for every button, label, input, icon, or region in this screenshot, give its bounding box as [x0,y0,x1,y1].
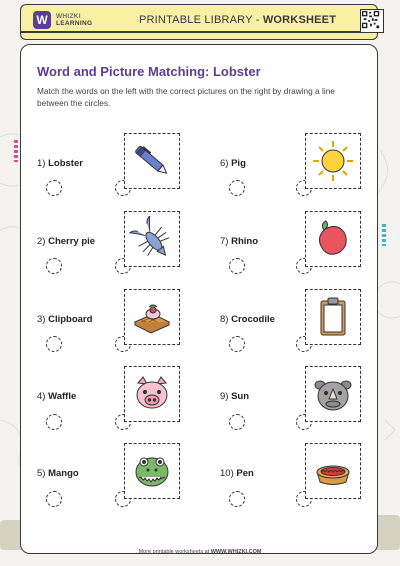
crocodile-icon [129,448,175,494]
qr-code-icon [360,9,384,33]
picture-box [124,211,180,267]
picture-box [124,443,180,499]
footer-site-link[interactable]: WWW.WHIZKI.COM [210,549,262,555]
rhino-icon [310,371,356,417]
right-stripe [382,224,386,246]
word-label: 10) Pen [220,468,254,479]
picture-box [305,289,361,345]
logo-text: WHIZKI LEARNING [56,13,93,27]
word-match-circle[interactable] [46,414,62,430]
word-match-circle[interactable] [46,258,62,274]
cherry-pie-icon [310,448,356,494]
logo-mark: W [33,11,51,29]
word-match-circle[interactable] [229,491,245,507]
word-match-circle[interactable] [229,180,245,196]
picture-box [305,366,361,422]
lobster-icon [129,216,175,262]
word-label: 3) Clipboard [37,314,93,325]
word-match-circle[interactable] [229,258,245,274]
word-label: 2) Cherry pie [37,236,96,247]
pig-icon [129,371,175,417]
word-match-circle[interactable] [229,414,245,430]
word-label: 5) Mango [37,468,79,479]
word-match-circle[interactable] [46,491,62,507]
word-match-circle[interactable] [229,336,245,352]
mango-icon [310,216,356,262]
left-stripe [14,140,18,162]
word-match-circle[interactable] [46,180,62,196]
word-label: 8) Crocodile [220,314,275,325]
picture-box [124,366,180,422]
clipboard-icon [310,294,356,340]
word-match-circle[interactable] [46,336,62,352]
picture-box [124,133,180,189]
waffle-icon [129,294,175,340]
word-label: 6) Pig [220,158,246,169]
picture-box [305,443,361,499]
picture-box [305,133,361,189]
worksheet-title: Word and Picture Matching: Lobster [37,64,261,79]
picture-box [124,289,180,345]
header-banner [20,4,378,40]
word-label: 1) Lobster [37,158,83,169]
picture-box [305,211,361,267]
word-label: 4) Waffle [37,391,77,402]
footer-note: More printable worksheets at WWW.WHIZKI.COM [138,549,262,555]
word-label: 7) Rhino [220,236,259,247]
sun-icon [310,138,356,184]
pen-icon [129,138,175,184]
word-label: 9) Sun [220,391,250,402]
logo[interactable] [33,11,92,29]
instructions: Match the words on the left with the correct pictures on the right by drawing a line between the circles. [37,86,335,108]
header-title: PRINTABLE LIBRARY - WORKSHEET [139,14,337,26]
